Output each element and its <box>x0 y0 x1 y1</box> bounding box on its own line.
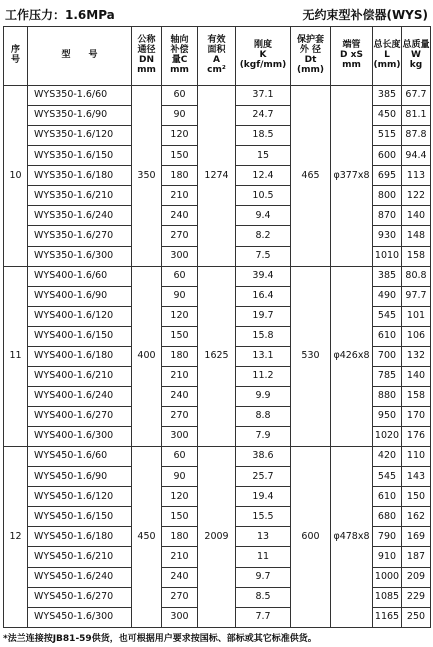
cell-model: WYS350-1.6/150 <box>28 146 132 166</box>
cell-compensation: 150 <box>162 326 198 346</box>
cell-length: 800 <box>373 186 402 206</box>
cell-weight: 229 <box>402 587 431 607</box>
cell-length: 610 <box>373 326 402 346</box>
col-header-dn: 公称 通径 DN mm <box>132 27 162 86</box>
cell-length: 545 <box>373 306 402 326</box>
cell-compensation: 240 <box>162 567 198 587</box>
cell-compensation: 210 <box>162 366 198 386</box>
cell-weight: 176 <box>402 427 431 447</box>
cell-sleeve-diameter: 465 <box>291 86 331 267</box>
cell-stiffness: 19.7 <box>236 306 291 326</box>
spec-table <box>3 26 431 628</box>
cell-compensation: 120 <box>162 126 198 146</box>
cell-weight: 143 <box>402 467 431 487</box>
cell-model: WYS350-1.6/270 <box>28 226 132 246</box>
cell-length: 600 <box>373 146 402 166</box>
cell-weight: 101 <box>402 306 431 326</box>
cell-weight: 140 <box>402 366 431 386</box>
cell-compensation: 90 <box>162 286 198 306</box>
cell-compensation: 90 <box>162 467 198 487</box>
cell-length: 610 <box>373 487 402 507</box>
table-row <box>4 266 431 286</box>
cell-stiffness: 13.1 <box>236 346 291 366</box>
cell-length: 870 <box>373 206 402 226</box>
cell-dn: 450 <box>132 447 162 628</box>
col-header-length: 总长度 L (mm) <box>373 27 402 86</box>
cell-model: WYS400-1.6/270 <box>28 407 132 427</box>
cell-compensation: 270 <box>162 587 198 607</box>
cell-weight: 209 <box>402 567 431 587</box>
cell-stiffness: 9.9 <box>236 386 291 406</box>
cell-end-pipe: φ478x8 <box>331 447 373 628</box>
cell-model: WYS400-1.6/90 <box>28 286 132 306</box>
cell-compensation: 180 <box>162 346 198 366</box>
cell-weight: 158 <box>402 386 431 406</box>
cell-model: WYS350-1.6/90 <box>28 106 132 126</box>
cell-dn: 400 <box>132 266 162 447</box>
cell-length: 450 <box>373 106 402 126</box>
cell-stiffness: 38.6 <box>236 447 291 467</box>
cell-weight: 170 <box>402 407 431 427</box>
col-header-end-pipe: 端管 D xS mm <box>331 27 373 86</box>
cell-stiffness: 15 <box>236 146 291 166</box>
cell-length: 790 <box>373 527 402 547</box>
cell-model: WYS450-1.6/270 <box>28 587 132 607</box>
cell-stiffness: 13 <box>236 527 291 547</box>
cell-compensation: 270 <box>162 407 198 427</box>
cell-stiffness: 15.5 <box>236 507 291 527</box>
cell-length: 950 <box>373 407 402 427</box>
cell-compensation: 180 <box>162 166 198 186</box>
cell-model: WYS450-1.6/180 <box>28 527 132 547</box>
cell-weight: 106 <box>402 326 431 346</box>
cell-no: 11 <box>4 266 28 447</box>
col-header-sleeve-diameter: 保护套 外 径 Dt (mm) <box>291 27 331 86</box>
header-row <box>4 27 431 86</box>
cell-compensation: 60 <box>162 447 198 467</box>
cell-compensation: 150 <box>162 507 198 527</box>
cell-area: 1625 <box>198 266 236 447</box>
cell-stiffness: 18.5 <box>236 126 291 146</box>
table-title: 无约束型补偿器(WYS) <box>302 8 428 22</box>
cell-compensation: 90 <box>162 106 198 126</box>
cell-compensation: 210 <box>162 547 198 567</box>
cell-model: WYS350-1.6/240 <box>28 206 132 226</box>
cell-model: WYS350-1.6/60 <box>28 86 132 106</box>
footnote: *法兰连接按JB81-59供货，也可根据用户要求按国标、部标或其它标准供货。 <box>3 634 317 644</box>
cell-area: 2009 <box>198 447 236 628</box>
cell-stiffness: 16.4 <box>236 286 291 306</box>
cell-weight: 150 <box>402 487 431 507</box>
cell-weight: 87.8 <box>402 126 431 146</box>
cell-stiffness: 7.9 <box>236 427 291 447</box>
page-header <box>3 3 430 25</box>
cell-weight: 110 <box>402 447 431 467</box>
cell-stiffness: 8.8 <box>236 407 291 427</box>
cell-compensation: 300 <box>162 246 198 266</box>
cell-compensation: 120 <box>162 487 198 507</box>
cell-length: 1010 <box>373 246 402 266</box>
col-header-stiffness: 刚度 K (kgf/mm) <box>236 27 291 86</box>
cell-sleeve-diameter: 530 <box>291 266 331 447</box>
col-header-model: 型 号 <box>28 27 132 86</box>
cell-weight: 67.7 <box>402 86 431 106</box>
cell-weight: 140 <box>402 206 431 226</box>
cell-length: 490 <box>373 286 402 306</box>
cell-stiffness: 7.5 <box>236 246 291 266</box>
cell-stiffness: 19.4 <box>236 487 291 507</box>
cell-stiffness: 39.4 <box>236 266 291 286</box>
cell-length: 785 <box>373 366 402 386</box>
cell-stiffness: 15.8 <box>236 326 291 346</box>
cell-weight: 132 <box>402 346 431 366</box>
cell-stiffness: 9.4 <box>236 206 291 226</box>
cell-stiffness: 24.7 <box>236 106 291 126</box>
cell-length: 1165 <box>373 607 402 627</box>
cell-length: 880 <box>373 386 402 406</box>
col-header-area: 有效 面积 A cm² <box>198 27 236 86</box>
cell-compensation: 150 <box>162 146 198 166</box>
table-row <box>4 447 431 467</box>
cell-model: WYS450-1.6/120 <box>28 487 132 507</box>
cell-model: WYS400-1.6/120 <box>28 306 132 326</box>
cell-model: WYS450-1.6/300 <box>28 607 132 627</box>
table-body <box>4 86 431 628</box>
cell-length: 1020 <box>373 427 402 447</box>
cell-model: WYS450-1.6/210 <box>28 547 132 567</box>
cell-stiffness: 9.7 <box>236 567 291 587</box>
cell-length: 695 <box>373 166 402 186</box>
cell-stiffness: 12.4 <box>236 166 291 186</box>
cell-end-pipe: φ377x8 <box>331 86 373 267</box>
cell-compensation: 300 <box>162 427 198 447</box>
cell-model: WYS450-1.6/90 <box>28 467 132 487</box>
cell-model: WYS400-1.6/180 <box>28 346 132 366</box>
cell-length: 420 <box>373 447 402 467</box>
cell-weight: 113 <box>402 166 431 186</box>
cell-dn: 350 <box>132 86 162 267</box>
cell-stiffness: 11.2 <box>236 366 291 386</box>
working-pressure: 工作压力：1.6MPa <box>5 8 115 22</box>
cell-weight: 169 <box>402 527 431 547</box>
cell-model: WYS400-1.6/60 <box>28 266 132 286</box>
cell-stiffness: 25.7 <box>236 467 291 487</box>
cell-sleeve-diameter: 600 <box>291 447 331 628</box>
cell-length: 515 <box>373 126 402 146</box>
cell-stiffness: 7.7 <box>236 607 291 627</box>
cell-model: WYS350-1.6/120 <box>28 126 132 146</box>
cell-weight: 81.1 <box>402 106 431 126</box>
col-header-no: 序 号 <box>4 27 28 86</box>
cell-weight: 250 <box>402 607 431 627</box>
cell-length: 680 <box>373 507 402 527</box>
cell-model: WYS450-1.6/60 <box>28 447 132 467</box>
cell-model: WYS350-1.6/210 <box>28 186 132 206</box>
cell-weight: 94.4 <box>402 146 431 166</box>
cell-weight: 122 <box>402 186 431 206</box>
cell-compensation: 270 <box>162 226 198 246</box>
table-row <box>4 86 431 106</box>
cell-compensation: 240 <box>162 386 198 406</box>
cell-weight: 80.8 <box>402 266 431 286</box>
cell-length: 545 <box>373 467 402 487</box>
cell-compensation: 60 <box>162 266 198 286</box>
cell-length: 700 <box>373 346 402 366</box>
cell-compensation: 210 <box>162 186 198 206</box>
cell-stiffness: 37.1 <box>236 86 291 106</box>
cell-compensation: 180 <box>162 527 198 547</box>
cell-length: 385 <box>373 266 402 286</box>
cell-compensation: 120 <box>162 306 198 326</box>
cell-model: WYS400-1.6/240 <box>28 386 132 406</box>
cell-no: 12 <box>4 447 28 628</box>
cell-model: WYS450-1.6/240 <box>28 567 132 587</box>
cell-end-pipe: φ426x8 <box>331 266 373 447</box>
cell-length: 910 <box>373 547 402 567</box>
cell-compensation: 240 <box>162 206 198 226</box>
cell-model: WYS400-1.6/150 <box>28 326 132 346</box>
cell-weight: 187 <box>402 547 431 567</box>
cell-compensation: 60 <box>162 86 198 106</box>
cell-stiffness: 8.2 <box>236 226 291 246</box>
cell-no: 10 <box>4 86 28 267</box>
cell-stiffness: 11 <box>236 547 291 567</box>
col-header-weight: 总质量 W kg <box>402 27 431 86</box>
cell-area: 1274 <box>198 86 236 267</box>
cell-model: WYS400-1.6/210 <box>28 366 132 386</box>
cell-length: 385 <box>373 86 402 106</box>
cell-weight: 97.7 <box>402 286 431 306</box>
cell-model: WYS450-1.6/150 <box>28 507 132 527</box>
cell-model: WYS350-1.6/180 <box>28 166 132 186</box>
cell-length: 1085 <box>373 587 402 607</box>
cell-stiffness: 10.5 <box>236 186 291 206</box>
col-header-compensation: 轴向 补偿 量C mm <box>162 27 198 86</box>
cell-compensation: 300 <box>162 607 198 627</box>
cell-model: WYS350-1.6/300 <box>28 246 132 266</box>
cell-length: 1000 <box>373 567 402 587</box>
cell-stiffness: 8.5 <box>236 587 291 607</box>
cell-weight: 148 <box>402 226 431 246</box>
cell-weight: 158 <box>402 246 431 266</box>
cell-length: 930 <box>373 226 402 246</box>
cell-weight: 162 <box>402 507 431 527</box>
cell-model: WYS400-1.6/300 <box>28 427 132 447</box>
